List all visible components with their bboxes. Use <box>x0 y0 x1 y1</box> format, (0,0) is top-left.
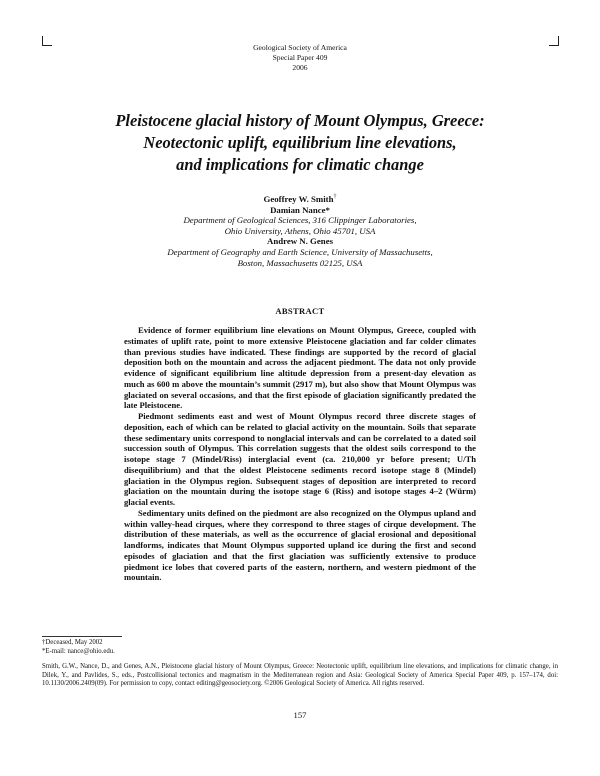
title-line-1: Pleistocene glacial history of Mount Olympus, Greece: <box>115 111 485 130</box>
affiliation-2-line-2: Boston, Massachusetts 02125, USA <box>237 257 363 268</box>
footnote-deceased: †Deceased, May 2002 <box>42 639 103 646</box>
affiliation-1-line-1: Department of Geological Sciences, 316 Clippinger Laboratories, <box>183 215 417 226</box>
footnote-email: *E-mail: nance@ohio.edu. <box>42 647 115 655</box>
abstract-body <box>124 325 476 583</box>
abstract-paragraph-2: Piedmont sediments east and west of Mount Olympus record three discrete stages of deposition, each of which can be related to glacial activity on the mountain. Soils that separate these sedimentary units correspond to nonglacial intervals and can be correlated to a dated soil succession south of Olympus. This correlation suggests that the oldest soils correspond to the isotope stage 7 (Mindel/Riss) interglacial event (ca. 210,000 yr before present; U/Th disequilibrium) and that the oldest Pleistocene sediments record isotope stage 8 (Mindel) glaciation in the Olympus region. Subsequent stages of deposition are interpreted to record glaciation on the mountain during the isotope stage 6 (Riss) and isotope stages 4–2 (Würm) glacial events. <box>124 411 476 507</box>
publisher-name: Geological Society of America <box>253 43 347 52</box>
journal-header <box>0 43 600 73</box>
citation: Smith, G.W., Nance, D., and Genes, A.N., Pleistocene glacial history of Mount Olympus, Greece: Neotectonic uplift, equilibrium line elevations, and implications for climatic change, in Dilek, Y., and Pavlides, S., eds., Postcollisional tectonics and magmatism in the Mediterranean region and Asia: Geological Society of America Special Paper 409, p. 157–174, doi: 10.1130/2006.2409(09). For permission to copy, contact editing@geosociety.org. ©2006 Geological Society of America. All rights reserved. <box>42 663 558 688</box>
publication-year: 2006 <box>292 63 308 72</box>
author-1-name: Geoffrey W. Smith <box>263 194 334 204</box>
abstract-paragraph-1: Evidence of former equilibrium line elevations on Mount Olympus, Greece, coupled with estimates of uplift rate, point to more extensive Pleistocene glaciation and far colder climates than previous studies have indicated. These findings are supported by the record of glacial deposition both on the mountain and across the adjacent piedmont. The data not only provide evidence of significant equilibrium line altitude depression from a present-day elevation as much as 600 m above the mountain’s summit (2917 m), but also show that Mount Olympus was glaciated on several occasions, and that the first episode of glaciation significantly predated the late Pleistocene. <box>124 325 476 411</box>
title-line-2: Neotectonic uplift, equilibrium line elevations, <box>143 133 457 152</box>
affiliation-1-line-2: Ohio University, Athens, Ohio 45701, USA <box>224 225 376 236</box>
page-number: 157 <box>293 710 307 720</box>
author-2: Damian Nance* <box>270 204 330 215</box>
author-1 <box>130 194 470 205</box>
author-block <box>130 194 470 268</box>
footnotes <box>42 639 342 656</box>
author-1-footnote-mark: † <box>333 194 337 201</box>
abstract-paragraph-3: Sedimentary units defined on the piedmont are also recognized on the Olympus upland and within valley-head cirques, where they correspond to three stages of cirque development. The distribution of these materials, as well as the occurrence of glacial erosional and depositional landforms, indicates that Mount Olympus supported upland ice during the first and second episodes of glaciation and that the first glaciation was sufficiently extensive to produce piedmont ice lobes that covered parts of the eastern, northern, and western piedmont of the mountain. <box>124 507 476 583</box>
affiliation-2-line-1: Department of Geography and Earth Science, University of Massachusetts, <box>167 246 433 257</box>
paper-title <box>60 110 540 176</box>
series-name: Special Paper 409 <box>272 53 328 62</box>
abstract-heading: ABSTRACT <box>275 306 325 316</box>
author-3: Andrew N. Genes <box>266 236 334 247</box>
title-line-3: and implications for climatic change <box>176 155 424 174</box>
footnote-divider <box>42 636 122 637</box>
